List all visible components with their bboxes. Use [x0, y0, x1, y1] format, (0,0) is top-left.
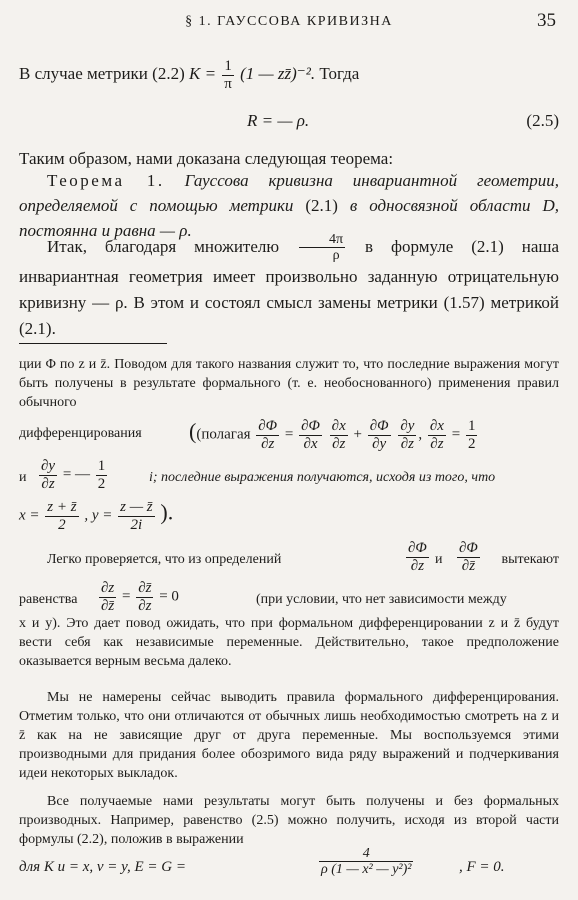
half-num: 1 [467, 418, 476, 434]
dz-dzbar [99, 580, 116, 614]
dphi-num: ∂Φ [258, 418, 278, 434]
x-num: z + z̄ [47, 499, 77, 515]
rav-den-1: ∂z̄ [101, 597, 115, 614]
dx-num-2: ∂x [429, 418, 444, 434]
pi-den: π [224, 75, 232, 92]
half-num-2: 1 [97, 458, 106, 474]
theorem-body-3: постоянна и равна — ρ. [19, 221, 192, 240]
rav-num-2: ∂z̄ [138, 580, 152, 596]
y-num: z — z̄ [120, 499, 153, 515]
dphi-dx-num: ∂Φ [301, 418, 320, 434]
legko-line [19, 540, 559, 578]
k-lhs: K = [188, 63, 217, 83]
one-half [466, 418, 478, 452]
theorem-lead: Таким образом, нами доказана следующая теорема: [19, 149, 394, 168]
footnote-rule [19, 343, 167, 344]
rav-zero: = 0 [159, 588, 179, 605]
one-over-pi [222, 58, 234, 92]
y-frac [118, 499, 155, 533]
rho-den: ρ [332, 248, 340, 264]
minus-sign: = — [62, 466, 91, 483]
four-pi-num: 4π [299, 232, 345, 248]
eq-sign: = [284, 426, 294, 443]
plus-sign: + [353, 426, 362, 443]
footnote-p1: ции Φ по z и z̄. Поводом для такого названия служит то, что последние выражения могут быть получены в результате формального (т. е. необоснованного) применения правил обычного [19, 357, 559, 410]
dy-dz [398, 418, 416, 452]
one-num: 1 [222, 58, 234, 76]
dz-den-3: ∂z [400, 435, 414, 452]
section-title: § 1. ГАУССОВА КРИВИЗНА [185, 14, 393, 29]
paren-close: ). [160, 499, 174, 525]
itak-prefix: Итак, благодаря множителю [47, 236, 280, 256]
running-header [0, 10, 578, 36]
ravenstva-word: равенства [19, 592, 78, 607]
dz-den-4: ∂z [430, 435, 444, 452]
footnote-p-after: x и y). Это дает повод ожидать, что при формальном дифференцировании z и z̄ будут вести себя как независимые переменные. Действительно, такое предположение оказывается верным весьма далеко. [19, 616, 559, 669]
ravenstva-line [19, 580, 559, 618]
metric-num: 4 [319, 846, 413, 862]
footnote-diff-line [19, 410, 559, 454]
paren-open: ( [189, 418, 197, 444]
k-rest: (1 — zz̄)⁻². [240, 63, 316, 83]
intro-prefix: В случае метрики (2.2) [19, 63, 185, 83]
one-half-2 [96, 458, 108, 492]
theorem-label: Теорема 1. [47, 171, 165, 190]
legko-and: и [435, 552, 443, 567]
dphi-dz-def [406, 540, 429, 574]
half-den-2: 2 [97, 475, 106, 492]
metric-den: ρ (1 — x² — y²)² [321, 862, 412, 878]
dz-den: ∂z [261, 435, 275, 452]
and-word: и [19, 470, 27, 485]
dzbar-dz [136, 580, 153, 614]
dy-num-2: ∂y [41, 458, 56, 474]
dx-num: ∂x [331, 418, 346, 434]
diff-formula [189, 418, 479, 452]
footnote-xy-line [19, 496, 559, 536]
rav-num-1: ∂z [101, 580, 115, 596]
xy-formula [19, 499, 173, 533]
half-den: 2 [467, 435, 476, 452]
x-frac [45, 499, 78, 533]
dz-den-5: ∂z [41, 475, 55, 492]
intro-suffix: Тогда [319, 63, 360, 83]
intro-line [19, 58, 559, 92]
dphi-dzbar-def [457, 540, 480, 574]
dx-dz-2 [428, 418, 446, 452]
def-num-1: ∂Φ [408, 540, 427, 556]
four-pi-over-rho [299, 232, 345, 264]
ravenstva-formula [97, 580, 179, 614]
eq-sign-2: = [451, 426, 461, 443]
y-den: 2i [130, 516, 143, 533]
line3-rest: i; последние выражения получаются, исходя из того, что [149, 470, 496, 485]
dphi-dy-num: ∂Φ [369, 418, 389, 434]
equation-label: (2.5) [526, 111, 559, 130]
dy-den: ∂y [372, 435, 387, 452]
theorem-ref: (2.1) [305, 196, 338, 215]
footnote-p-vse: Все получаемые нами результаты могут быть получены и без формальных производных. Например, равенство (2.5) можно получить, исходя из второй части формулы (2.2), положив в выражении [19, 794, 559, 847]
dy-dz-frac [39, 458, 57, 492]
x-den: 2 [58, 516, 66, 533]
def-num-2: ∂Φ [459, 540, 478, 556]
last-prefix: для K u = x, v = y, E = G = [19, 859, 186, 875]
last-suffix: , F = 0. [459, 859, 505, 875]
dphi-dy [368, 418, 391, 452]
dphi-dz [256, 418, 279, 452]
dx-den: ∂x [303, 435, 318, 452]
rav-eq: = [122, 588, 131, 605]
dz-den-2: ∂z [332, 435, 346, 452]
ravenstva-rest: (при условии, что нет зависимости между [256, 592, 507, 607]
def-den-1: ∂z [410, 557, 425, 574]
equation-formula: R = — ρ. [247, 111, 310, 130]
page-number: 35 [537, 10, 556, 31]
footnote-p-my: Мы не намерены сейчас выводить правила формального дифференцирования. Отметим только, что они отличаются от обычных лишь необходимостью смотреть на z и z̄ как на не зависящие друг от друга переменные. Мы воспользуемся этими производными для придания более обозримого вида ряду выражений и подчеркивания идеи некоторых выкладок. [19, 690, 559, 781]
itak-suffix: в формуле (2.1) наша инвариантная геометрия имеет произвольно заданную отрицательную кривизну — ρ. В этом и состоял смысл замены метрики (1.57) метрикой (2.1). [19, 236, 560, 338]
dy-num: ∂y [400, 418, 415, 434]
theorem-body-2: в односвязной области [349, 196, 531, 215]
rav-den-2: ∂z [138, 597, 152, 614]
polagaya: (полагая [196, 426, 251, 443]
dy-dz-formula [37, 458, 109, 492]
def-den-2: ∂z̄ [461, 557, 476, 574]
legko-prefix: Легко проверяется, что из определений [47, 552, 282, 567]
diff-prefix: дифференцирования [19, 426, 142, 441]
comma: , [418, 426, 423, 443]
legko-suffix: вытекают [501, 552, 559, 567]
itak-paragraph [19, 232, 559, 342]
dx-dz [330, 418, 348, 452]
dphi-dx [299, 418, 322, 452]
theorem-d: D, [542, 196, 560, 215]
metric-frac [319, 846, 413, 878]
footnote-dy-line [19, 456, 559, 494]
theorem-body-1: Гауссова кривизна инвариантной геометрии, определяемой с помощью метрики [19, 171, 560, 215]
y-lhs: , y = [84, 507, 113, 524]
last-line [19, 846, 559, 886]
x-lhs: x = [19, 507, 40, 524]
